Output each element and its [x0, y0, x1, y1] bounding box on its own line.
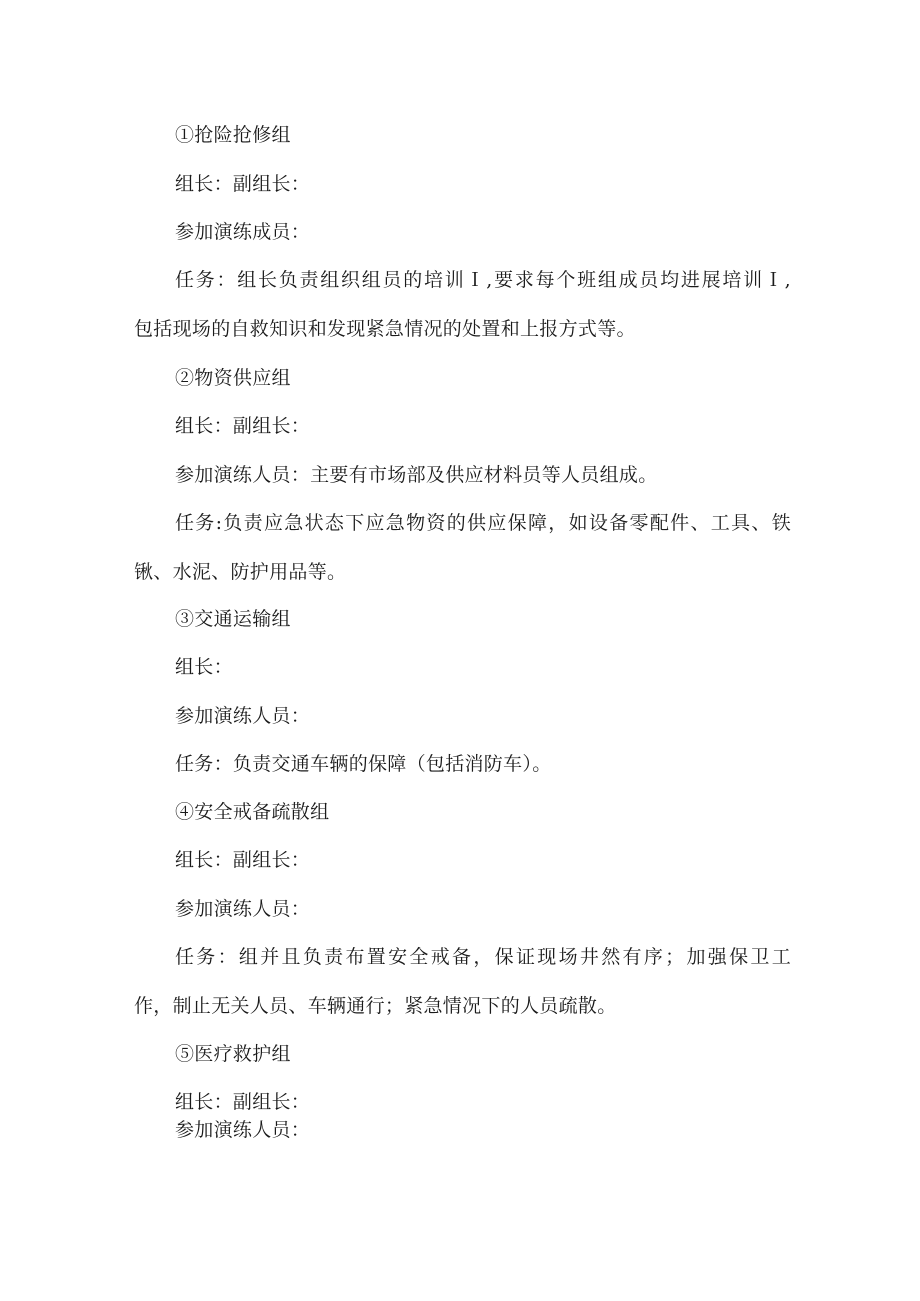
leader-line: 组长：副组长： — [175, 415, 311, 437]
leader-line: 组长：副组长： — [175, 1091, 311, 1113]
task-paragraph-line: 任务：负责交通车辆的保障（包括消防车）。 — [175, 753, 552, 775]
leader-line: 组长：副组长： — [175, 173, 311, 195]
task-paragraph-line: 包括现场的自救知识和发现紧急情况的处置和上报方式等。 — [134, 318, 636, 340]
members-line: 参加演练人员： — [175, 1119, 311, 1141]
section-heading-medical-rescue: ⑤医疗救护组 — [175, 1043, 291, 1065]
task-paragraph-line: 任务：组并且负责布置安全戒备，保证现场井然有序；加强保卫工 — [175, 946, 791, 968]
members-line: 参加演练人员：主要有市场部及供应材料员等人员组成。 — [175, 464, 658, 486]
task-paragraph-line: 任务：组长负责组织组员的培训Ｉ,要求每个班组成员均进展培训Ｉ, — [175, 269, 791, 291]
members-line: 参加演练人员： — [175, 898, 311, 920]
task-paragraph-line: 任务:负责应急状态下应急物资的供应保障，如设备零配件、工具、铁 — [175, 512, 791, 534]
members-line: 参加演练人员： — [175, 705, 311, 727]
section-heading-transport: ③交通运输组 — [175, 608, 291, 630]
section-heading-rescue-repair: ①抢险抢修组 — [175, 124, 291, 146]
task-paragraph-line: 作，制止无关人员、车辆通行；紧急情况下的人员疏散。 — [134, 995, 617, 1017]
section-heading-material-supply: ②物资供应组 — [175, 367, 291, 389]
task-paragraph-line: 锹、水泥、防护用品等。 — [134, 561, 347, 583]
members-line: 参加演练成员： — [175, 221, 311, 243]
section-heading-security-evacuation: ④安全戒备疏散组 — [175, 801, 330, 823]
leader-line: 组长：副组长： — [175, 849, 311, 871]
leader-line: 组长： — [175, 656, 233, 678]
